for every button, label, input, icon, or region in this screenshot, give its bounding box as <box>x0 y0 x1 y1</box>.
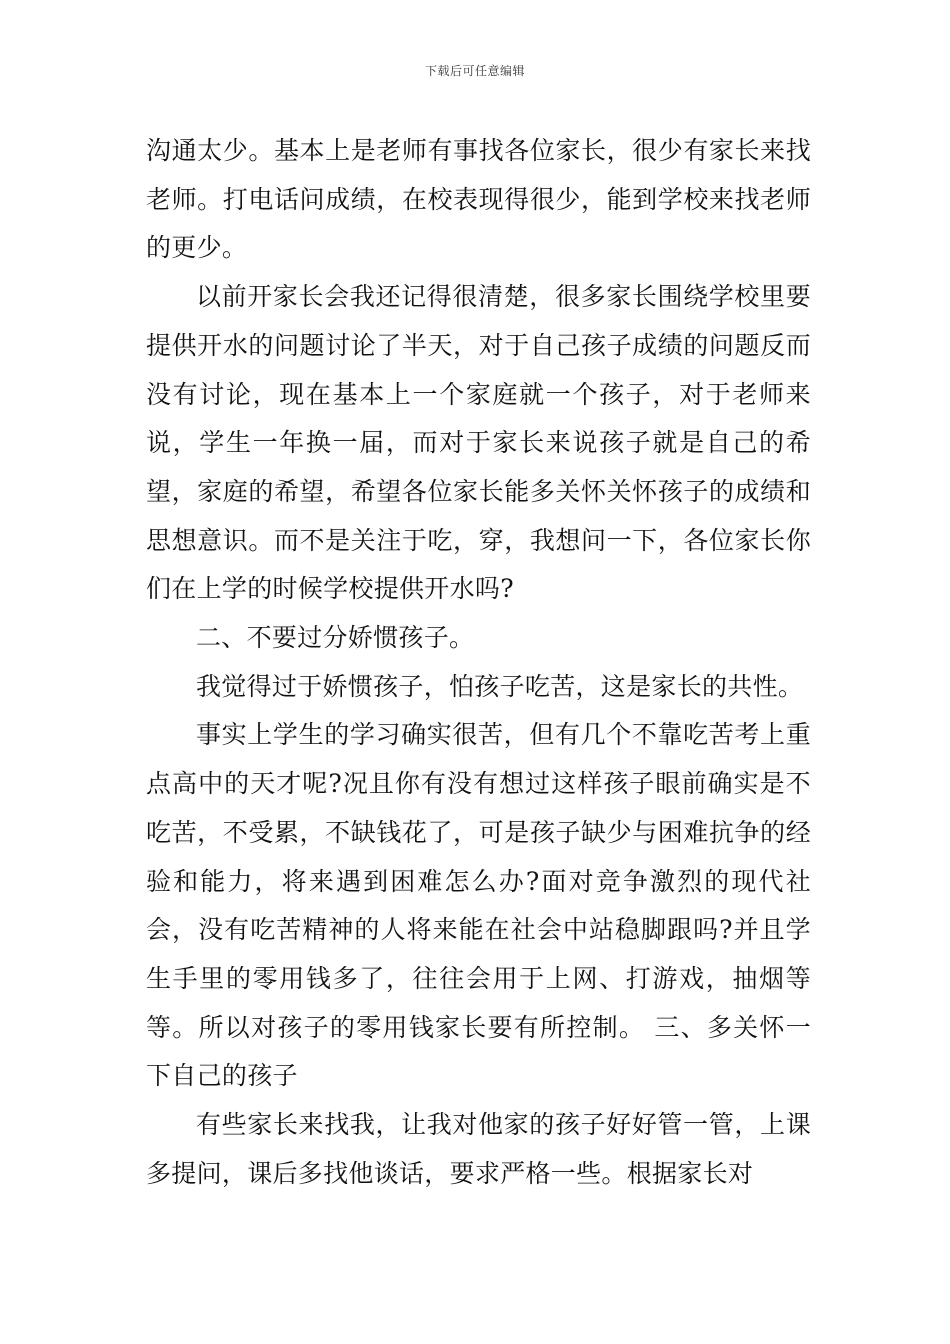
paragraph-spoiling-intro: 我觉得过于娇惯孩子，怕孩子吃苦，这是家长的共性。 <box>196 671 804 701</box>
paragraph-hardship: 事实上学生的学习确实很苦，但有几个不靠吃苦考上重点高中的天才呢?况且你有没有想过这样孩子眼前确实是不吃苦，不受累，不缺钱花了，可是孩子缺少与困难抗争的经验和能力，将来遇到困难怎么办?面对竞争激烈的现代社会，没有吃苦精神的人将来能在社会中站稳脚跟吗?并且学生手里的零用钱多了，往往会用于上网、打游戏，抽烟等等。所以对孩子的零用钱家长要有所控制。 三、多关怀一下自己的孩子 <box>146 720 811 1091</box>
section-heading-spoiling: 二、不要过分娇惯孩子。 <box>196 623 475 653</box>
document-body <box>146 127 811 1198</box>
paragraph-parent-meeting: 以前开家长会我还记得很清楚，很多家长围绕学校里要提供开水的问题讨论了半天，对于自己孩子成绩的问题反而没有讨论，现在基本上一个家庭就一个孩子，对于老师来说，学生一年换一届，而对于家长来说孩子就是自己的希望，家庭的希望，希望各位家长能多关怀关怀孩子的成绩和思想意识。而不是关注于吃，穿，我想问一下，各位家长你们在上学的时候学校提供开水吗? <box>146 282 811 604</box>
paragraph-communication: 沟通太少。基本上是老师有事找各位家长，很少有家长来找老师。打电话问成绩，在校表现得很少，能到学校来找老师的更少。 <box>146 136 811 263</box>
page-header-note: 下载后可任意编辑 <box>424 64 525 78</box>
paragraph-parents-request: 有些家长来找我，让我对他家的孩子好好管一管，上课多提问，课后多找他谈话，要求严格一些。根据家长对 <box>146 1110 811 1188</box>
